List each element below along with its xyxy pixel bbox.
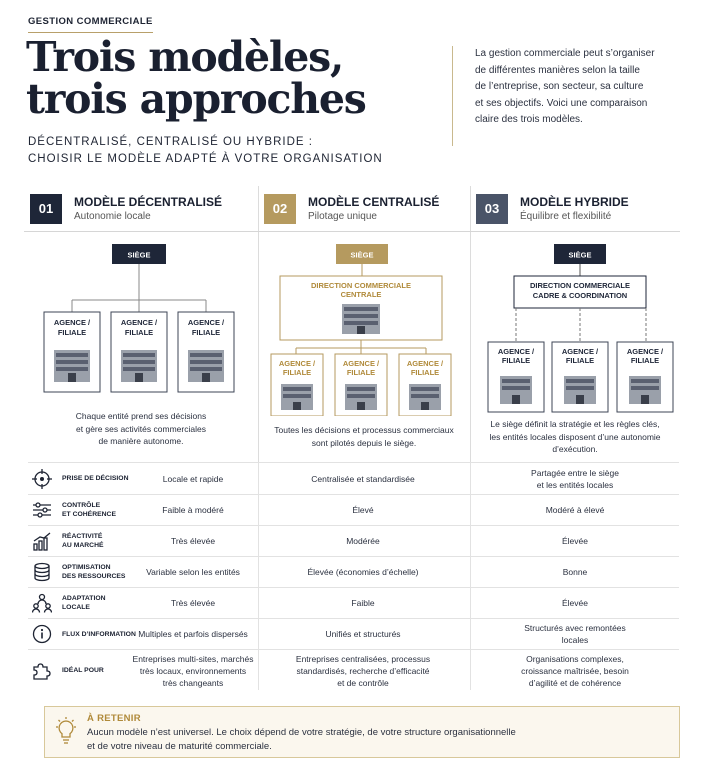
hybrid-value: Bonne (562, 567, 588, 577)
agency-box (335, 354, 387, 416)
centralized-value: Élevé (352, 505, 374, 515)
target-icon (32, 469, 52, 489)
intro-line: claire des trois modèles. (475, 114, 583, 125)
svg-text:DIRECTION COMMERCIALE: DIRECTION COMMERCIALE (530, 281, 630, 290)
row-label: CONTRÔLE ET COHÉRENCE (32, 495, 116, 525)
model-tagline: Équilibre et flexibilité (520, 211, 612, 222)
svg-text:AGENCE /: AGENCE / (120, 318, 158, 327)
subtitle-line-2: CHOISIR LE MODÈLE ADAPTÉ À VOTRE ORGANISATION (28, 153, 383, 165)
svg-text:FILIALE: FILIALE (565, 356, 595, 365)
model-header (258, 186, 470, 232)
agency-box (617, 342, 673, 412)
building-icon (564, 376, 596, 404)
svg-text:FILIALE: FILIALE (124, 328, 154, 337)
kicker: GESTION COMMERCIALE (28, 16, 153, 33)
model-number-badge: 03 (476, 194, 508, 224)
svg-text:DIRECTION COMMERCIALE: DIRECTION COMMERCIALE (311, 281, 411, 290)
model-tagline: Pilotage unique (308, 211, 377, 222)
model-name: MODÈLE HYBRIDE (520, 195, 629, 209)
table-row (28, 618, 679, 649)
subtitle (28, 134, 383, 168)
building-icon (345, 384, 377, 410)
hq-label: SIÈGE (127, 250, 151, 260)
centralized-value: Faible (351, 598, 375, 608)
svg-text:SIÈGE: SIÈGE (568, 250, 592, 260)
svg-text:SIÈGE: SIÈGE (350, 250, 374, 260)
dashed-connector-lines (516, 308, 646, 342)
takeaway-text: Aucun modèle n’est universel. Le choix dépend de votre stratégie, de votre structure organisationnelle et de votre niveau de maturité commerciale. (87, 727, 516, 752)
svg-text:AGENCE /: AGENCE / (497, 347, 535, 356)
model-column-hybrid (470, 186, 680, 462)
intro-text (452, 46, 684, 146)
svg-text:AGENCE /: AGENCE / (187, 318, 225, 327)
agency-box (271, 354, 323, 416)
title-line-2: trois approches (26, 75, 366, 123)
centralized-value: Élevée (économies d’échelle) (307, 567, 419, 577)
building-icon (281, 384, 313, 410)
decentralized-value: Très élevée (170, 598, 216, 608)
decentralized-value: Multiples et parfois dispersés (138, 629, 248, 639)
building-icon (54, 350, 90, 382)
building-icon (188, 350, 224, 382)
svg-text:AGENCE /: AGENCE / (342, 359, 380, 368)
subtitle-line-1: DÉCENTRALISÉ, CENTRALISÉ OU HYBRIDE : (28, 136, 313, 148)
info-icon (32, 624, 52, 644)
hybrid-org-diagram (470, 236, 680, 416)
row-label: PRISE DE DÉCISION (32, 463, 128, 494)
model-name: MODÈLE DÉCENTRALISÉ (74, 195, 223, 209)
building-icon (409, 384, 441, 410)
central-direction-box (514, 276, 646, 308)
table-row (28, 494, 679, 525)
model-name: MODÈLE CENTRALISÉ (308, 195, 440, 209)
decentralized-value: Entreprises multi-sites, marchés très locaux, environnements très changeants (132, 653, 254, 688)
intro-line: de différentes manières selon la taille (475, 64, 640, 76)
intro-line: et ses objectifs. Voici une comparaison (475, 97, 648, 109)
svg-text:FILIALE: FILIALE (501, 356, 531, 365)
page-title (26, 33, 366, 123)
svg-text:FILIALE: FILIALE (191, 328, 221, 337)
agency-box (552, 342, 608, 412)
decentralized-value: Très élevée (170, 536, 216, 546)
model-caption: Le siège définit la stratégie et les règles clés, les entités locales disposent d’une autonomie d’exécution. (489, 419, 661, 454)
svg-text:FILIALE: FILIALE (57, 328, 87, 337)
agency-box (111, 312, 167, 392)
model-column-decentralized (24, 186, 258, 462)
table-row (28, 556, 679, 587)
decentralized-value: Variable selon les entités (146, 567, 240, 577)
model-header (470, 186, 680, 232)
svg-text:AGENCE /: AGENCE / (53, 318, 91, 327)
key-takeaway-box (44, 706, 680, 758)
svg-text:FILIALE: FILIALE (282, 368, 312, 377)
model-column-centralized (258, 186, 470, 462)
centralized-value: Modérée (346, 536, 380, 546)
central-direction-box (280, 276, 442, 340)
model-number-badge: 01 (30, 194, 62, 224)
hybrid-value: Élevée (562, 598, 588, 608)
hybrid-value: Modéré à élevé (545, 505, 605, 515)
svg-text:AGENCE /: AGENCE / (406, 359, 444, 368)
decentralized-value: Faible à modéré (162, 505, 224, 515)
connector-lines (72, 264, 206, 312)
chart-icon (32, 531, 52, 551)
hybrid-value: Élevée (562, 536, 588, 546)
model-header (24, 186, 258, 232)
model-caption: Toutes les décisions et processus commerciaux sont pilotés depuis le siège. (274, 425, 454, 448)
title-line-1: Trois modèles, (26, 33, 344, 81)
table-row (28, 525, 679, 556)
row-label: IDÉAL POUR (32, 650, 104, 691)
row-label: RÉACTIVITÉ AU MARCHÉ (32, 526, 104, 556)
row-label: OPTIMISATION DES RESSOURCES (32, 557, 125, 587)
hybrid-value: Partagée entre le siège et les entités locales (531, 467, 619, 490)
table-row (28, 587, 679, 618)
table-row (28, 462, 679, 494)
row-label: ADAPTATION LOCALE (32, 588, 106, 618)
svg-text:CENTRALE: CENTRALE (340, 290, 382, 299)
svg-text:AGENCE /: AGENCE / (561, 347, 599, 356)
centralized-value: Entreprises centralisées, processus standardisés, recherche d’efficacité et de contrôle (295, 653, 431, 688)
takeaway-title: À RETENIR (87, 713, 141, 724)
svg-text:FILIALE: FILIALE (630, 356, 660, 365)
lightbulb-icon (55, 717, 77, 745)
row-label: FLUX D’INFORMATION (32, 619, 136, 649)
agency-box (488, 342, 544, 412)
agency-box (399, 354, 451, 416)
puzzle-icon (32, 661, 52, 681)
decentralized-value: Locale et rapide (162, 473, 224, 484)
sliders-icon (32, 500, 52, 520)
decentralized-org-diagram (24, 236, 258, 406)
intro-line: de l’entreprise, son secteur, sa culture (475, 81, 644, 92)
building-icon (342, 304, 380, 334)
centralized-value: Unifiés et structurés (325, 629, 401, 639)
centralized-org-diagram (258, 236, 470, 416)
svg-text:CADRE & COORDINATION: CADRE & COORDINATION (532, 291, 628, 300)
database-icon (32, 562, 52, 582)
table-row (28, 649, 679, 691)
agency-box (44, 312, 100, 392)
model-number-badge: 02 (264, 194, 296, 224)
model-caption: Chaque entité prend ses décisions et gère ses activités commerciales de manière autonome. (75, 411, 207, 446)
building-icon (121, 350, 157, 382)
hybrid-value: Structurés avec remontées locales (524, 623, 626, 645)
svg-text:FILIALE: FILIALE (346, 368, 376, 377)
hybrid-value: Organisations complexes, croissance maîtrisée, besoin d’agilité et de cohérence (521, 653, 629, 688)
people-icon (32, 593, 52, 613)
agency-box (178, 312, 234, 392)
model-tagline: Autonomie locale (74, 211, 151, 222)
building-icon (629, 376, 661, 404)
centralized-value: Centralisée et standardisée (311, 473, 415, 484)
svg-text:AGENCE /: AGENCE / (626, 347, 664, 356)
building-icon (500, 376, 532, 404)
svg-text:AGENCE /: AGENCE / (278, 359, 316, 368)
svg-text:FILIALE: FILIALE (410, 368, 440, 377)
intro-line: La gestion commerciale peut s’organiser (475, 48, 655, 59)
